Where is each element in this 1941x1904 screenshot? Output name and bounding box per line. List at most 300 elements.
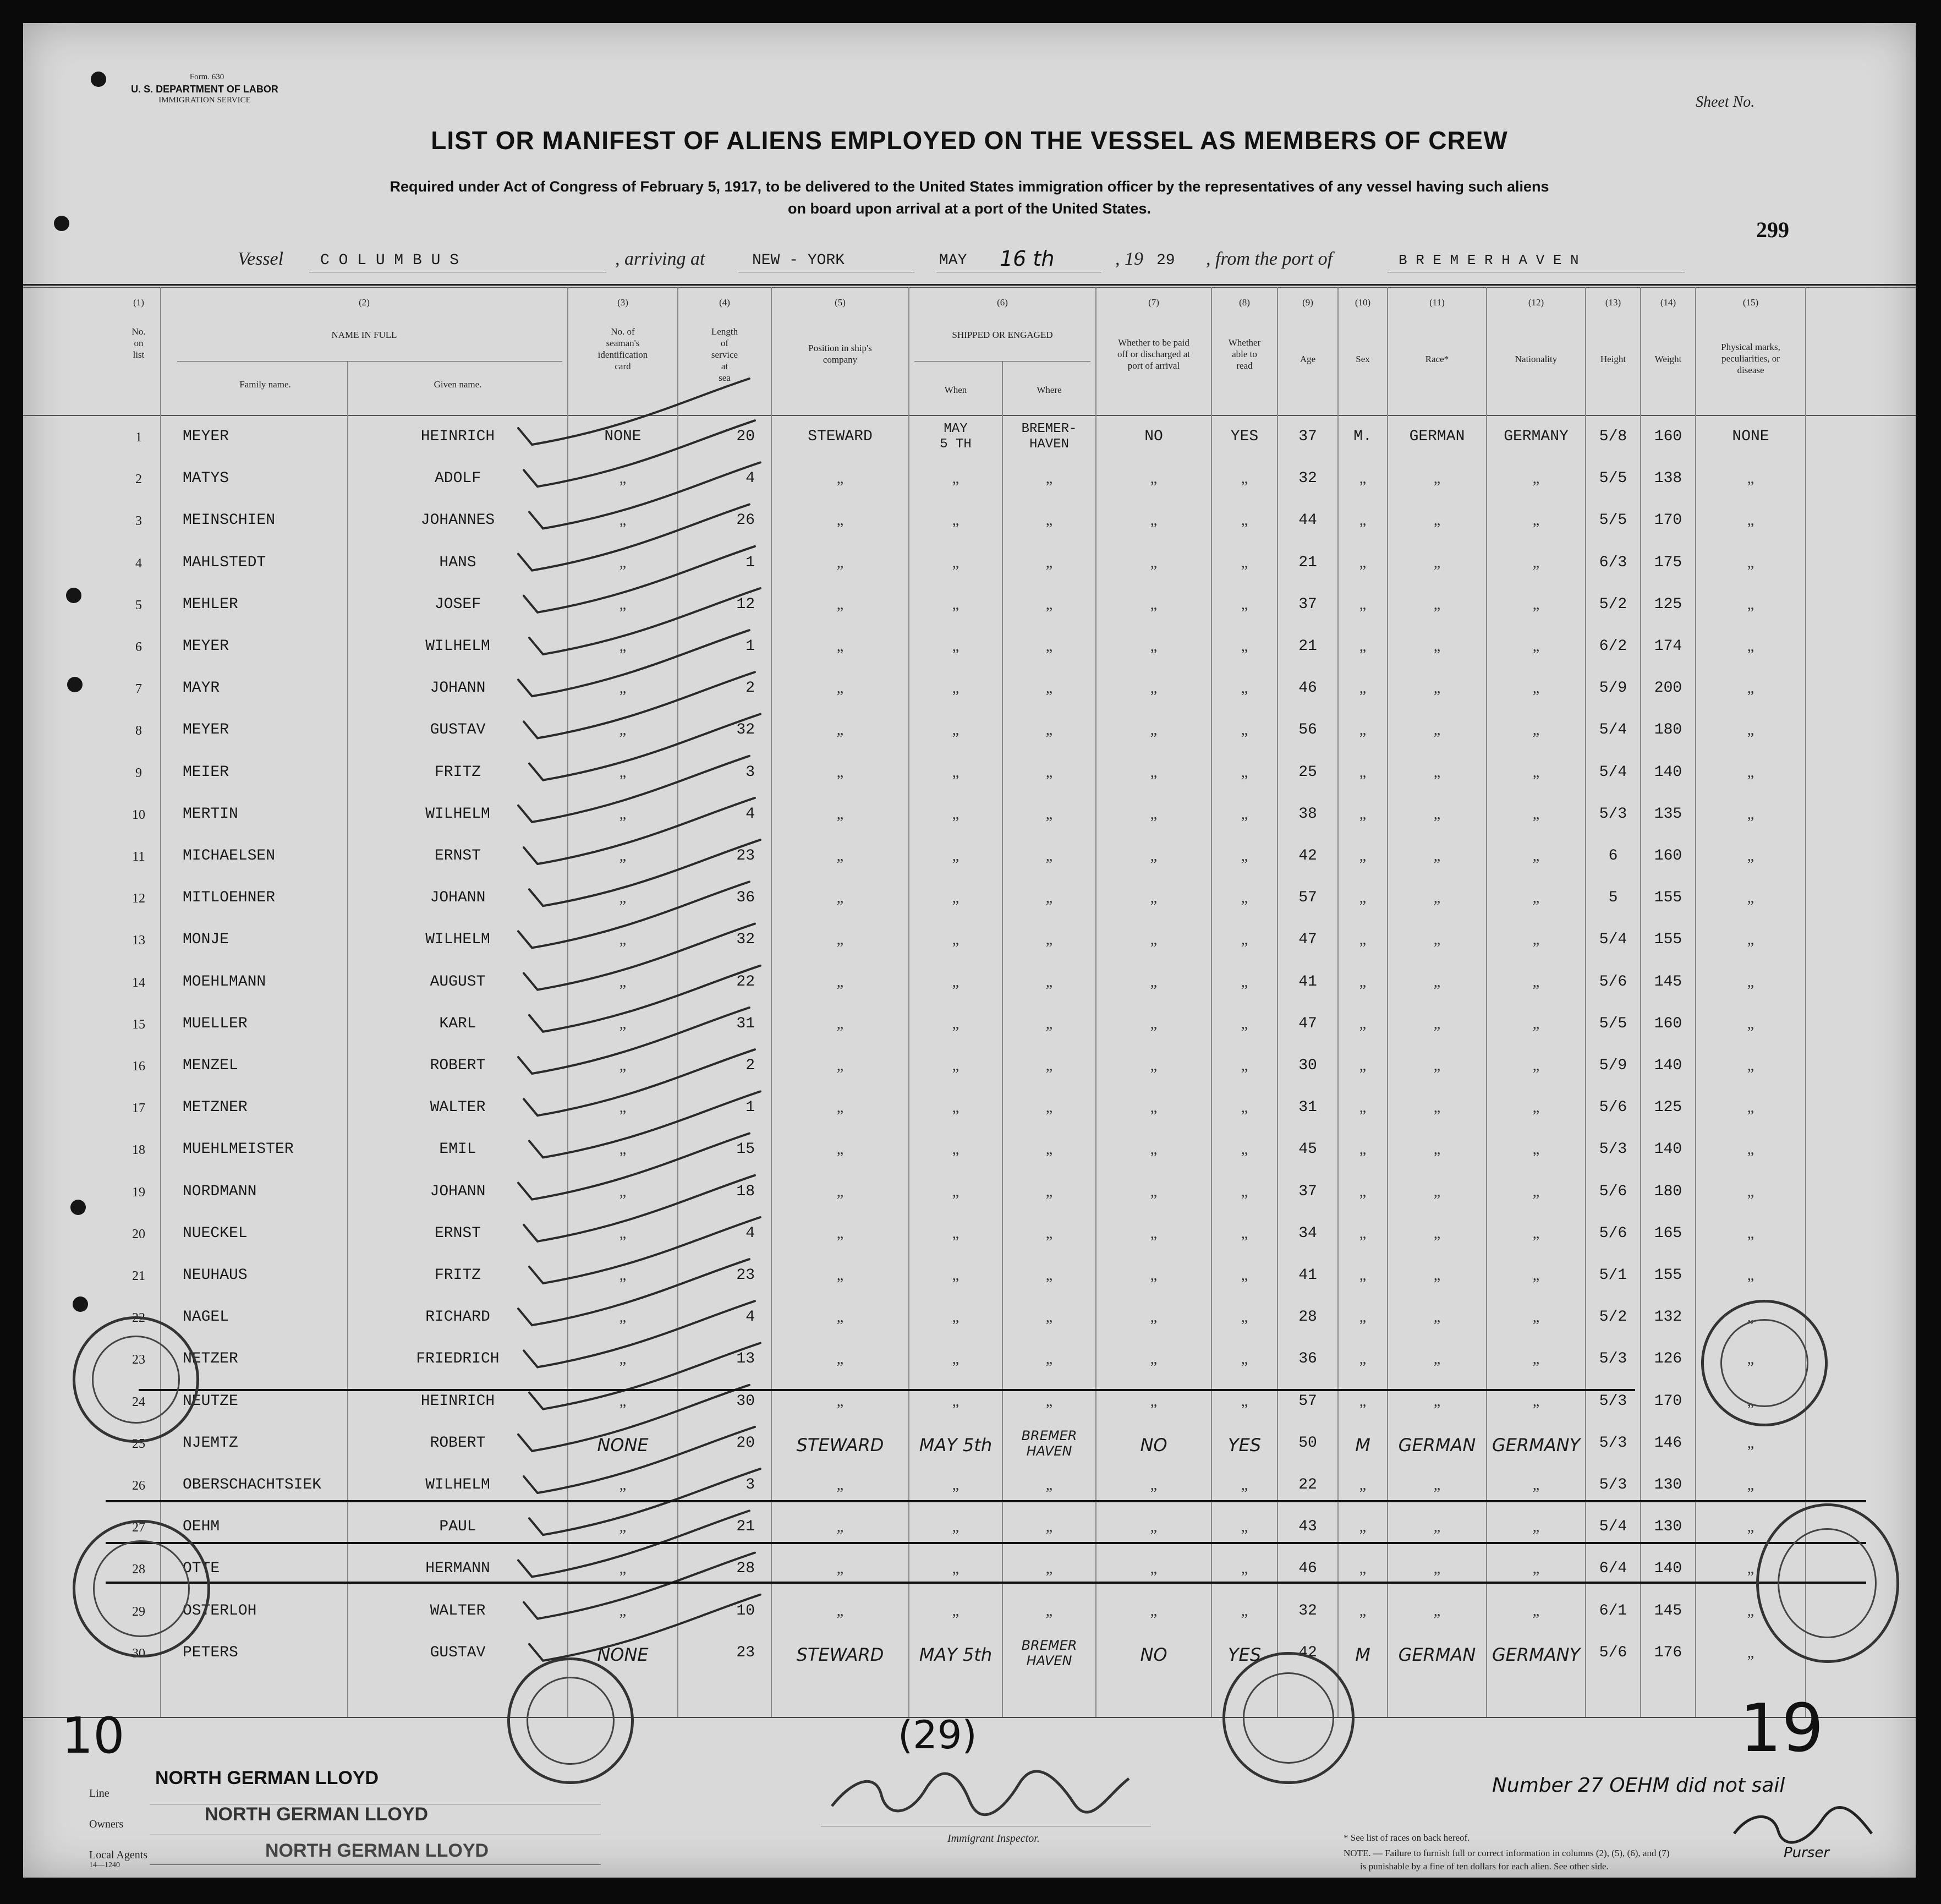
ditto-mark: „: [836, 1183, 844, 1200]
ditto-mark: „: [1747, 1560, 1754, 1578]
ditto-mark: „: [1241, 1392, 1248, 1410]
pencil-checkmarks: [23, 23, 1916, 1878]
ditto-mark: „: [619, 1267, 627, 1284]
cell-height: 5/2: [1599, 1309, 1627, 1326]
cell-height: 5/6: [1599, 1183, 1627, 1200]
cell-height: 5/4: [1599, 763, 1627, 781]
subtitle-line-2: on board upon arrival at a port of the United States.: [787, 200, 1152, 217]
cell-family: MITLOEHNER: [183, 889, 276, 907]
column-number: (3): [617, 297, 628, 308]
ditto-mark: „: [1747, 889, 1754, 907]
header-name-in-full: NAME IN FULL: [331, 330, 397, 340]
cell-no: 26: [132, 1479, 145, 1493]
ditto-mark: „: [619, 721, 627, 739]
cell-height: 5/4: [1599, 721, 1627, 739]
ditto-mark: „: [1150, 554, 1158, 571]
cell-age: 43: [1298, 1518, 1317, 1536]
cell-position: STEWARD: [796, 1644, 884, 1665]
cell-weight: 180: [1654, 721, 1682, 739]
ditto-mark: „: [1045, 1141, 1053, 1158]
cell-weight: 140: [1654, 763, 1682, 781]
cell-family: NORDMANN: [183, 1183, 257, 1200]
ditto-mark: „: [619, 763, 627, 781]
cell-given: ADOLF: [434, 470, 481, 488]
cell-family: MEINSCHIEN: [183, 512, 276, 529]
line-value: NORTH GERMAN LLOYD: [155, 1768, 379, 1788]
ditto-mark: „: [836, 595, 844, 613]
cell-age: 45: [1298, 1141, 1317, 1158]
ditto-mark: „: [1433, 1476, 1441, 1493]
header-given-name: Given name.: [434, 379, 482, 390]
cell-service: 4: [745, 470, 755, 488]
consulate-stamp-left-upper: [73, 1316, 199, 1443]
ditto-mark: „: [1045, 721, 1053, 739]
consulate-stamp-right-upper: [1701, 1300, 1828, 1426]
ditto-mark: „: [1241, 1057, 1248, 1074]
departure-port: B R E M E R H A V E N: [1399, 252, 1579, 269]
cell-height: 5/3: [1599, 1434, 1627, 1452]
column-number: (14): [1660, 297, 1676, 308]
ditto-mark: „: [1241, 721, 1248, 739]
ditto-mark: „: [836, 763, 844, 781]
page-title: LIST OR MANIFEST OF ALIENS EMPLOYED ON THE VESSEL AS MEMBERS OF CREW: [431, 126, 1508, 155]
cell-age: 46: [1298, 1560, 1317, 1578]
cell-service: 3: [745, 1476, 755, 1493]
cell-service: 13: [736, 1350, 755, 1368]
ditto-mark: „: [1241, 595, 1248, 613]
ditto-mark: „: [1045, 1602, 1053, 1620]
ditto-mark: „: [952, 1560, 959, 1578]
cell-service: 10: [736, 1602, 755, 1620]
ditto-mark: „: [619, 931, 627, 949]
cell-height: 5/3: [1599, 1141, 1627, 1158]
header-weight: Weight: [1654, 354, 1682, 364]
cell-age: 21: [1298, 554, 1317, 571]
cell-family: OSTERLOH: [183, 1602, 257, 1620]
cell-weight: 125: [1654, 595, 1682, 613]
ditto-mark: „: [836, 1392, 844, 1410]
ditto-mark: „: [1150, 805, 1158, 823]
ditto-mark: „: [619, 889, 627, 907]
ditto-mark: „: [1241, 680, 1248, 697]
ditto-mark: „: [1433, 1267, 1441, 1284]
cell-height: 6/2: [1599, 638, 1627, 655]
ditto-mark: „: [1532, 1309, 1540, 1326]
ditto-mark: „: [836, 1015, 844, 1032]
cell-given: HANS: [439, 554, 476, 571]
ditto-mark: „: [1045, 1518, 1053, 1536]
cell-age: 32: [1298, 470, 1317, 488]
ditto-mark: „: [952, 1267, 959, 1284]
column-number: (15): [1742, 297, 1759, 308]
ditto-mark: „: [1747, 680, 1754, 697]
cell-service: 4: [745, 805, 755, 823]
local-agents-label: Local Agents: [89, 1849, 148, 1861]
cell-given: JOSEF: [434, 595, 481, 613]
cell-family: MEYER: [183, 638, 229, 655]
binder-hole: [66, 588, 81, 603]
cell-age: 41: [1298, 973, 1317, 991]
cell-weight: 135: [1654, 805, 1682, 823]
ditto-mark: „: [1150, 595, 1158, 613]
cell-service: 4: [745, 1309, 755, 1326]
cell-family: METZNER: [183, 1099, 248, 1117]
ditto-mark: „: [619, 512, 627, 529]
check-mark: [529, 966, 760, 1032]
ditto-mark: „: [1532, 554, 1540, 571]
ditto-mark: „: [836, 1560, 844, 1578]
cell-weight: 160: [1654, 1015, 1682, 1032]
ditto-mark: „: [1747, 1518, 1754, 1536]
ditto-mark: „: [836, 1141, 844, 1158]
agents-underline: [150, 1864, 601, 1865]
ditto-mark: „: [1532, 1560, 1540, 1578]
cell-height: 5/4: [1599, 931, 1627, 949]
ditto-mark: „: [836, 680, 844, 697]
header-family-name: Family name.: [239, 379, 291, 390]
ditto-mark: „: [1359, 763, 1367, 781]
ditto-mark: „: [1359, 1015, 1367, 1032]
ditto-mark: „: [836, 1602, 844, 1620]
vessel-label: Vessel: [238, 249, 284, 269]
purser-label: Purser: [1784, 1845, 1830, 1861]
cell-height: 5/6: [1599, 1224, 1627, 1242]
ditto-mark: „: [836, 1267, 844, 1284]
cell-no: 1: [135, 430, 142, 445]
ditto-mark: „: [1045, 889, 1053, 907]
ditto-mark: „: [1433, 931, 1441, 949]
ditto-mark: „: [1532, 1141, 1540, 1158]
cell-no: 3: [135, 514, 142, 529]
ditto-mark: „: [1433, 512, 1441, 529]
ditto-mark: „: [1150, 1476, 1158, 1493]
cell-race: GERMAN: [1398, 1644, 1476, 1665]
ditto-mark: „: [1045, 1015, 1053, 1032]
ditto-mark: „: [1359, 595, 1367, 613]
cell-given: ERNST: [434, 1224, 481, 1242]
cell-sex: M.: [1353, 428, 1372, 445]
cell-height: 5/1: [1599, 1267, 1627, 1284]
ditto-mark: „: [1150, 721, 1158, 739]
line-label: Line: [89, 1787, 109, 1799]
ditto-mark: „: [1150, 1392, 1158, 1410]
cell-given: ERNST: [434, 847, 481, 865]
ditto-mark: „: [1433, 1350, 1441, 1368]
cell-service: 32: [736, 721, 755, 739]
ditto-mark: „: [1359, 1141, 1367, 1158]
column-number: (9): [1302, 297, 1313, 308]
ditto-mark: „: [1241, 554, 1248, 571]
ditto-mark: „: [1241, 1350, 1248, 1368]
cell-age: 57: [1298, 1392, 1317, 1410]
races-note: * See list of races on back hereof.: [1344, 1832, 1470, 1843]
ditto-mark: „: [836, 1057, 844, 1074]
ditto-mark: „: [1532, 1267, 1540, 1284]
cell-age: 37: [1298, 428, 1317, 445]
consulate-stamp-right-lower: [1756, 1503, 1899, 1663]
cell-marks: NONE: [1732, 428, 1769, 445]
ditto-mark: „: [1532, 1476, 1540, 1493]
ditto-mark: „: [1045, 638, 1053, 655]
cell-family: MEIER: [183, 763, 229, 781]
cell-nationality: GERMANY: [1504, 428, 1569, 445]
ditto-mark: „: [1150, 680, 1158, 697]
cell-family: MEHLER: [183, 595, 238, 613]
ditto-mark: „: [1045, 595, 1053, 613]
cell-age: 56: [1298, 721, 1317, 739]
cell-no: 30: [132, 1646, 145, 1661]
cell-service: 23: [736, 1644, 755, 1661]
cell-age: 46: [1298, 680, 1317, 697]
ditto-mark: „: [1532, 973, 1540, 991]
ditto-mark: „: [952, 680, 959, 697]
cell-no: 20: [132, 1227, 145, 1241]
service: IMMIGRATION SERVICE: [158, 96, 251, 105]
cell-age: 50: [1298, 1434, 1317, 1452]
ditto-mark: „: [1532, 512, 1540, 529]
ditto-mark: „: [1241, 1183, 1248, 1200]
cell-service: 2: [745, 1057, 755, 1074]
ditto-mark: „: [1747, 763, 1754, 781]
cell-age: 36: [1298, 1350, 1317, 1368]
cell-service: 21: [736, 1518, 755, 1536]
ditto-mark: „: [619, 1309, 627, 1326]
cell-weight: 180: [1654, 1183, 1682, 1200]
cell-no: 28: [132, 1562, 145, 1577]
ditto-mark: „: [1045, 847, 1053, 865]
cell-card: NONE: [597, 1434, 649, 1456]
cell-no: 6: [135, 640, 142, 654]
ditto-mark: „: [1150, 638, 1158, 655]
ditto-mark: „: [1747, 1224, 1754, 1242]
ditto-mark: „: [1045, 1560, 1053, 1578]
cell-read: YES: [1230, 428, 1259, 445]
ditto-mark: „: [1045, 763, 1053, 781]
sheet-no-label: Sheet No.: [1696, 94, 1755, 111]
ditto-mark: „: [1359, 973, 1367, 991]
ditto-mark: „: [1045, 1476, 1053, 1493]
ditto-mark: „: [952, 1602, 959, 1620]
ditto-mark: „: [1241, 470, 1248, 488]
agents-value: NORTH GERMAN LLOYD: [265, 1840, 489, 1861]
ditto-mark: „: [619, 1015, 627, 1032]
cell-weight: 130: [1654, 1518, 1682, 1536]
ditto-mark: „: [1241, 512, 1248, 529]
ditto-mark: „: [619, 847, 627, 865]
ditto-mark: „: [1150, 1015, 1158, 1032]
ditto-mark: „: [1433, 1602, 1441, 1620]
cell-service: 1: [745, 554, 755, 571]
ditto-mark: „: [1359, 1518, 1367, 1536]
ditto-mark: „: [1747, 638, 1754, 655]
ditto-mark: „: [1747, 1476, 1754, 1493]
ditto-mark: „: [1359, 470, 1367, 488]
ditto-mark: „: [1359, 721, 1367, 739]
cell-height: 6/3: [1599, 554, 1627, 571]
ditto-mark: „: [836, 470, 844, 488]
ditto-mark: „: [952, 1141, 959, 1158]
ditto-mark: „: [619, 595, 627, 613]
header-length-service: Length of service at sea: [711, 326, 738, 383]
ditto-mark: „: [1150, 1267, 1158, 1284]
cell-given: JOHANN: [430, 680, 486, 697]
cell-paid: NO: [1140, 1434, 1167, 1456]
cell-paid: NO: [1144, 428, 1163, 445]
ditto-mark: „: [1359, 1224, 1367, 1242]
cell-service: 1: [745, 1099, 755, 1117]
cell-given: GUSTAV: [430, 1644, 486, 1661]
ditto-mark: „: [1241, 847, 1248, 865]
cell-no: 5: [135, 598, 142, 612]
ditto-mark: „: [1433, 805, 1441, 823]
cell-position: STEWARD: [796, 1434, 884, 1456]
cell-given: FRIEDRICH: [416, 1350, 500, 1368]
cell-given: FRITZ: [434, 1267, 481, 1284]
column-number: (8): [1239, 297, 1250, 308]
ditto-mark: „: [1747, 931, 1754, 949]
ditto-mark: „: [1433, 1224, 1441, 1242]
ditto-mark: „: [952, 931, 959, 949]
cell-no: 19: [132, 1185, 145, 1200]
ditto-mark: „: [1045, 1309, 1053, 1326]
ditto-mark: „: [1150, 512, 1158, 529]
cell-given: ROBERT: [430, 1057, 486, 1074]
binder-hole: [54, 216, 69, 231]
cell-height: 5/3: [1599, 1392, 1627, 1410]
cell-height: 5: [1608, 889, 1618, 907]
ditto-mark: „: [836, 1518, 844, 1536]
ditto-mark: „: [1150, 1224, 1158, 1242]
ditto-mark: „: [1747, 1267, 1754, 1284]
ditto-mark: „: [1045, 1392, 1053, 1410]
ditto-mark: „: [836, 554, 844, 571]
cell-service: 3: [745, 763, 755, 781]
cell-no: 21: [132, 1269, 145, 1283]
ditto-mark: „: [619, 680, 627, 697]
fine-note-2: is punishable by a fine of ten dollars for each alien. See other side.: [1360, 1861, 1609, 1872]
cell-height: 6: [1608, 847, 1618, 865]
cell-paid: NO: [1140, 1644, 1167, 1665]
cell-family: MERTIN: [183, 805, 238, 823]
cell-family: NJEMTZ: [183, 1434, 238, 1452]
cell-weight: 140: [1654, 1560, 1682, 1578]
cell-nationality: GERMANY: [1492, 1434, 1581, 1456]
ditto-mark: „: [1433, 638, 1441, 655]
ditto-mark: „: [1150, 889, 1158, 907]
ditto-mark: „: [1433, 889, 1441, 907]
cell-no: 7: [135, 682, 142, 697]
cell-service: 23: [736, 847, 755, 865]
ditto-mark: „: [619, 1057, 627, 1074]
ditto-mark: „: [1150, 1057, 1158, 1074]
department: U. S. DEPARTMENT OF LABOR: [131, 84, 278, 95]
ditto-mark: „: [1359, 889, 1367, 907]
cell-height: 5/5: [1599, 1015, 1627, 1032]
cell-given: FRITZ: [434, 763, 481, 781]
circled-count: (29): [898, 1712, 977, 1758]
ditto-mark: „: [1241, 1099, 1248, 1117]
header-where: Where: [1037, 385, 1062, 395]
ditto-mark: „: [1532, 470, 1540, 488]
header-physical: Physical marks, peculiarities, or disease: [1721, 342, 1780, 375]
cell-height: 5/6: [1599, 1099, 1627, 1117]
ditto-mark: „: [1241, 805, 1248, 823]
left-count: 10: [62, 1707, 125, 1765]
cell-service: 28: [736, 1560, 755, 1578]
owners-label: Owners: [89, 1818, 124, 1830]
cell-given: KARL: [439, 1015, 476, 1032]
cell-family: MICHAELSEN: [183, 847, 276, 865]
cell-weight: 155: [1654, 1267, 1682, 1284]
cell-read: YES: [1227, 1434, 1262, 1456]
cell-height: 6/4: [1599, 1560, 1627, 1578]
cell-family: OBERSCHACHTSIEK: [183, 1476, 322, 1493]
sailing-annotation: Number 27 OEHM did not sail: [1492, 1774, 1785, 1797]
ditto-mark: „: [1747, 805, 1754, 823]
ditto-mark: „: [836, 721, 844, 739]
cell-no: 14: [132, 975, 145, 990]
ditto-mark: „: [1532, 1057, 1540, 1074]
strike-row-27: [106, 1500, 1866, 1502]
ditto-mark: „: [1359, 1602, 1367, 1620]
ditto-mark: „: [1532, 847, 1540, 865]
cell-no: 13: [132, 933, 145, 948]
cell-no: 10: [132, 807, 145, 822]
cell-given: WILHELM: [425, 638, 490, 655]
strike-row-28: [106, 1542, 1866, 1544]
header-paid-off: Whether to be paid off or discharged at port of arrival: [1117, 337, 1191, 371]
ditto-mark: „: [836, 973, 844, 991]
cell-height: 5/3: [1599, 805, 1627, 823]
ditto-mark: „: [1045, 1183, 1053, 1200]
consulate-stamp-left-lower: [73, 1520, 210, 1657]
cell-family: PETERS: [183, 1644, 238, 1661]
cell-age: 37: [1298, 595, 1317, 613]
ditto-mark: „: [1045, 973, 1053, 991]
ditto-mark: „: [952, 763, 959, 781]
cell-given: HEINRICH: [420, 1392, 495, 1410]
ditto-mark: „: [1747, 1434, 1754, 1452]
binder-hole: [91, 72, 106, 87]
check-mark: [529, 714, 760, 780]
ditto-mark: „: [952, 847, 959, 865]
cell-family: OEHM: [183, 1518, 220, 1536]
check-mark: [529, 462, 760, 528]
cell-weight: 125: [1654, 1099, 1682, 1117]
cell-age: 25: [1298, 763, 1317, 781]
ditto-mark: „: [1045, 1224, 1053, 1242]
ditto-mark: „: [1433, 680, 1441, 697]
year-prefix: , 19: [1115, 249, 1143, 269]
cell-weight: 132: [1654, 1309, 1682, 1326]
ditto-mark: „: [1433, 973, 1441, 991]
ditto-mark: „: [836, 931, 844, 949]
ditto-mark: „: [1045, 680, 1053, 697]
cell-given: PAUL: [439, 1518, 476, 1536]
ditto-mark: „: [1747, 470, 1754, 488]
ditto-mark: „: [619, 1350, 627, 1368]
ditto-mark: „: [1045, 1057, 1053, 1074]
cell-no: 4: [135, 556, 142, 571]
ditto-mark: „: [952, 1183, 959, 1200]
cell-weight: 138: [1654, 470, 1682, 488]
ditto-mark: „: [836, 1476, 844, 1493]
arriving-port: NEW - YORK: [752, 252, 845, 269]
ditto-mark: „: [1433, 1141, 1441, 1158]
cell-family: MAYR: [183, 680, 220, 697]
ditto-mark: „: [1747, 1602, 1754, 1620]
ditto-mark: „: [952, 1350, 959, 1368]
